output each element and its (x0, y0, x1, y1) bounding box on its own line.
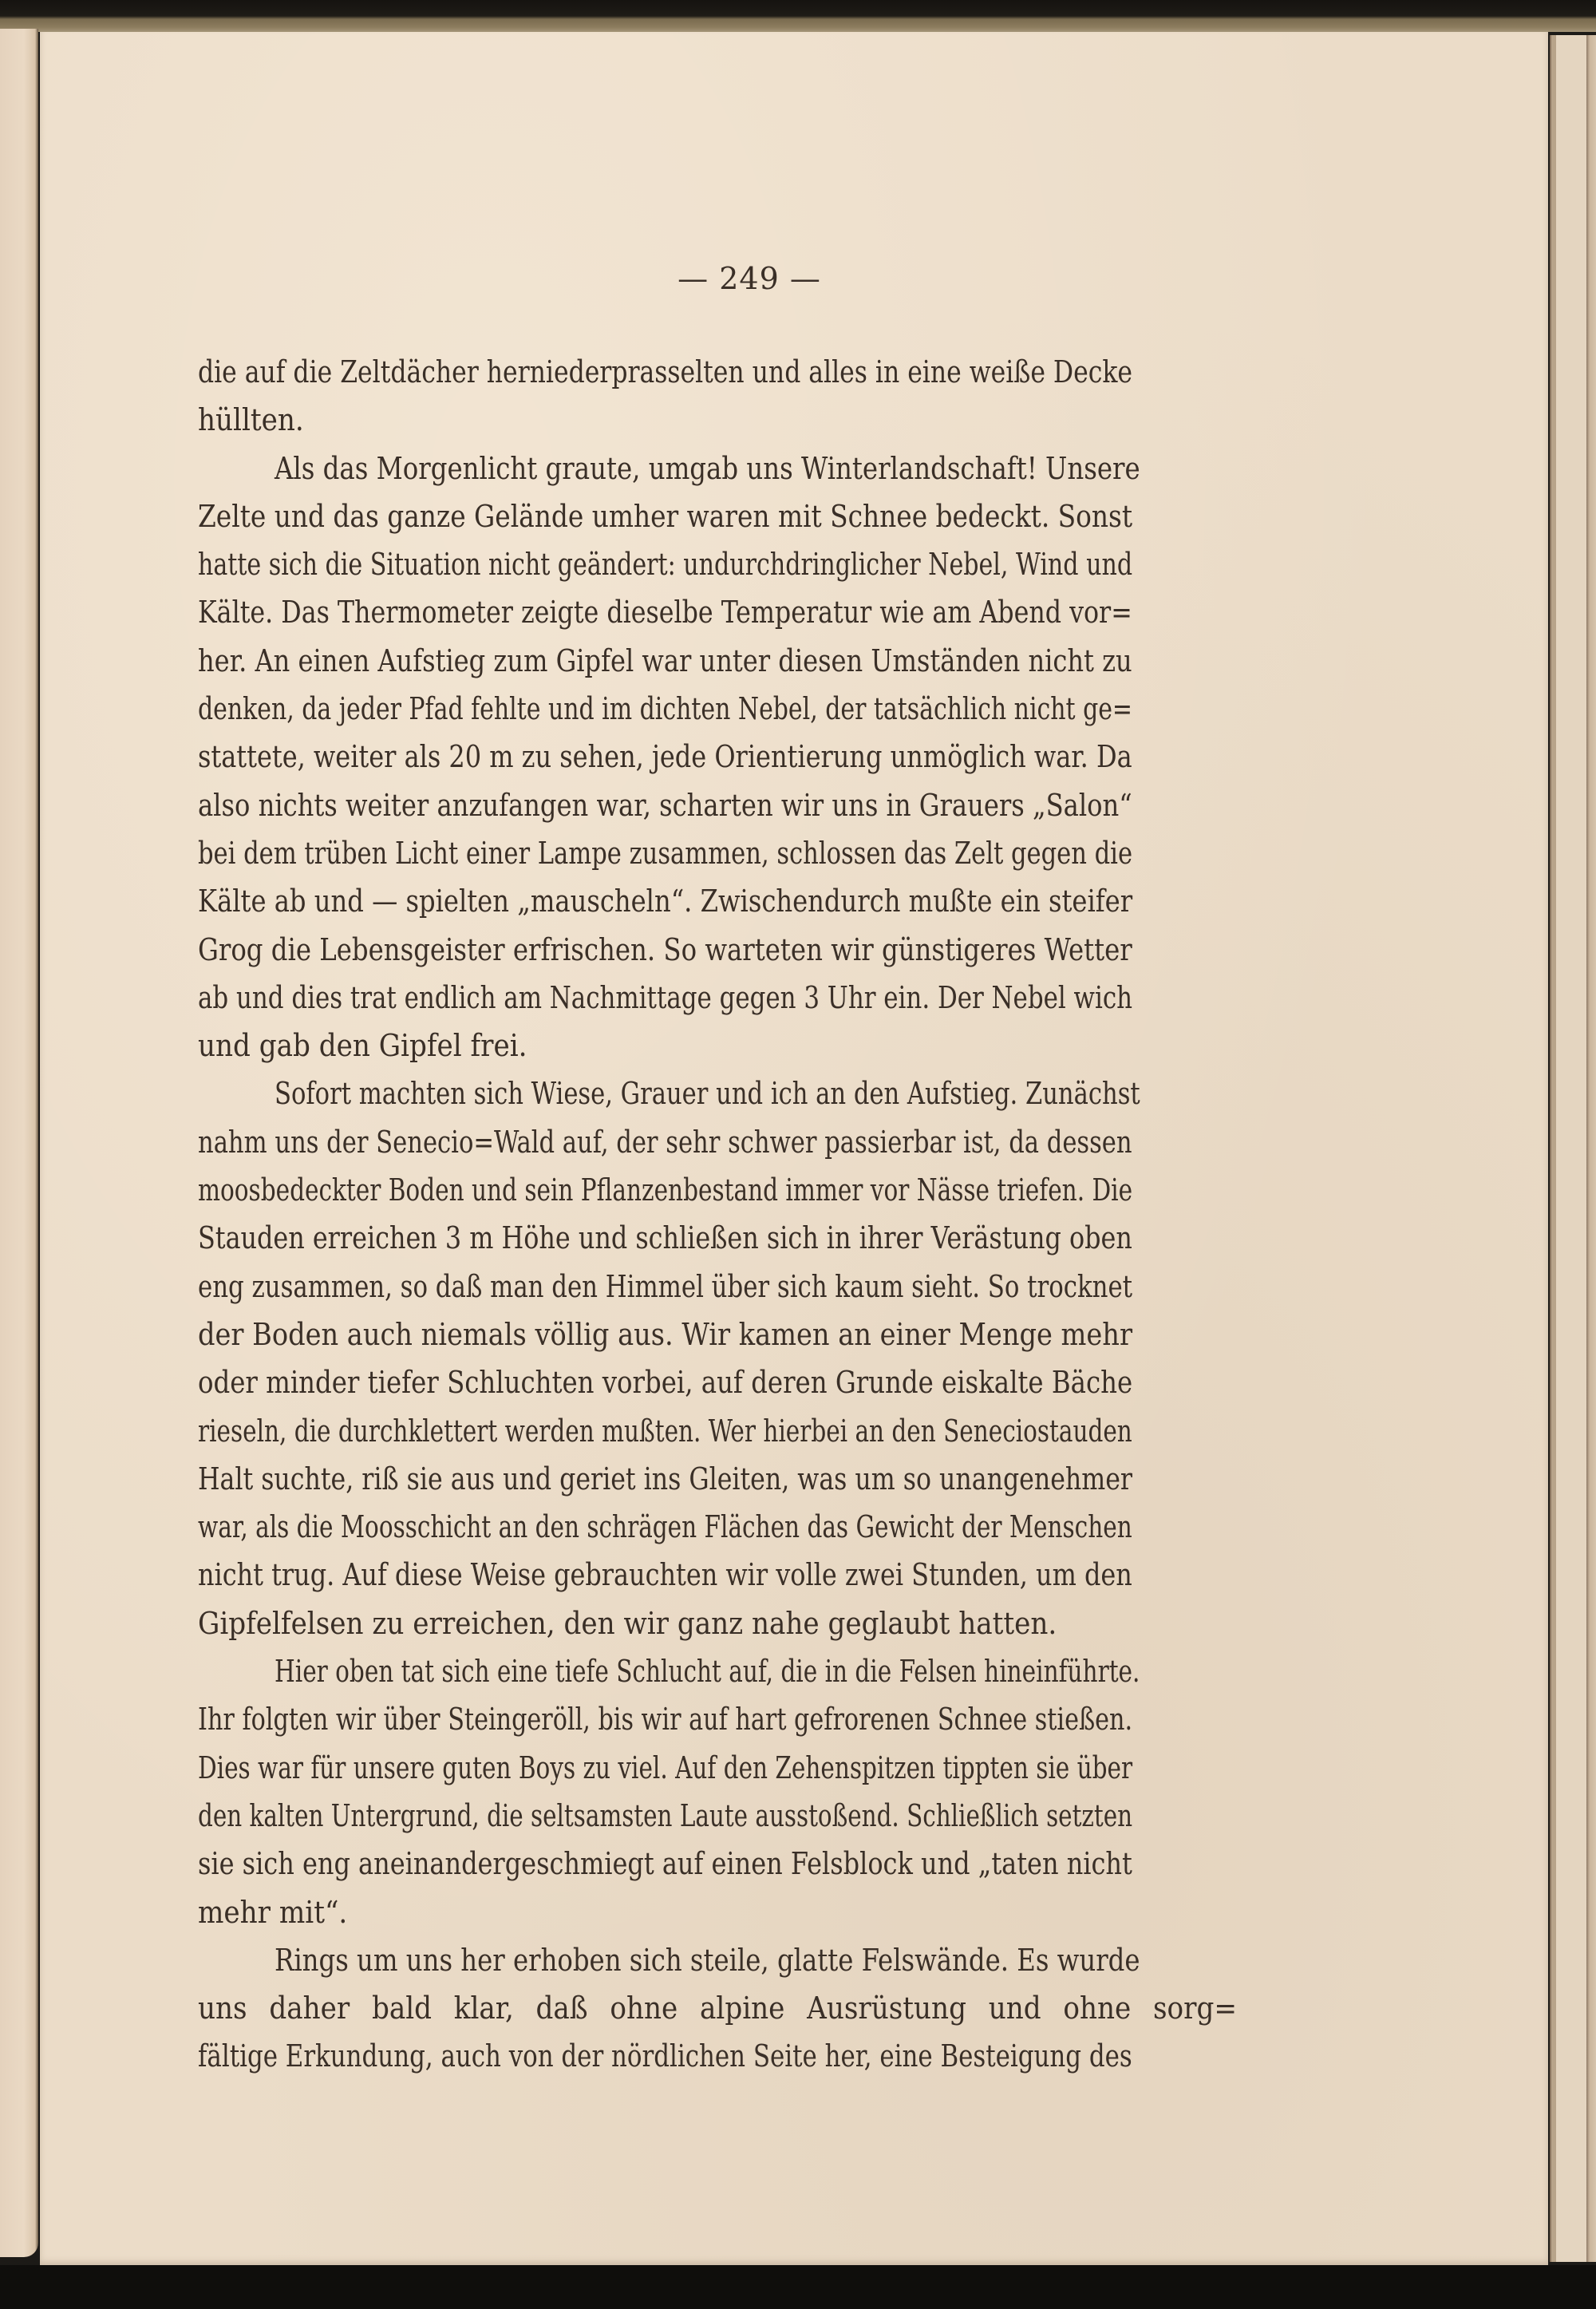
paragraph (198, 1069, 1237, 1647)
text-line: also nichts weiter anzufangen war, scharten wir uns in Grauers „Salon“ (198, 787, 1132, 823)
text-line: Dies war für unsere guten Boys zu viel. Auf den Zehenspitzen tippten sie über (198, 1750, 1133, 1785)
paragraph (198, 445, 1237, 1070)
text-line: oder minder tiefer Schluchten vorbei, auf deren Grunde eiskalte Bäche (198, 1365, 1133, 1401)
paragraph (198, 348, 1237, 445)
paragraph (198, 1936, 1237, 2081)
text-line: Grog die Lebensgeister erfrischen. So warteten wir günstigeres Wetter (198, 931, 1132, 967)
body-text (198, 348, 1237, 2081)
text-line: ab und dies trat endlich am Nachmittage gegen 3 Uhr ein. Der Nebel wich (198, 979, 1133, 1015)
text-line: denken, da jeder Pfad fehlte und im dichten Nebel, der tatsächlich nicht ge= (198, 691, 1133, 727)
text-line: uns daher bald klar, daß ohne alpine Ausrüstung und ohne sorg= (198, 1991, 1237, 2026)
book-top-edge (0, 0, 1596, 32)
text-line: Kälte ab und — spielten „mauscheln“. Zwischendurch mußte ein steifer (198, 884, 1133, 919)
text-line: hüllten. (198, 402, 304, 438)
scan-background (0, 2265, 1596, 2309)
text-line: nahm uns der Senecio=Wald auf, der sehr schwer passierbar ist, da dessen (198, 1124, 1132, 1160)
text-line: und gab den Gipfel frei. (198, 1028, 527, 1064)
facing-page-edge (0, 29, 38, 2257)
text-line: Sofort machten sich Wiese, Grauer und ich an den Aufstieg. Zunächst (274, 1076, 1140, 1112)
page-stack-edge (1556, 35, 1588, 2262)
text-line: stattete, weiter als 20 m zu sehen, jede Orientierung unmöglich war. Da (198, 739, 1132, 775)
text-line: rieseln, die durchklettert werden mußten. Wer hierbei an den Seneciostauden (198, 1413, 1132, 1449)
text-line: Hier oben tat sich eine tiefe Schlucht auf, die in die Felsen hineinführte. (274, 1654, 1140, 1690)
text-line: Rings um uns her erhoben sich steile, glatte Felswände. Es wurde (274, 1942, 1140, 1978)
text-line: sie sich eng aneinandergeschmiegt auf einen Felsblock und „taten nicht (198, 1846, 1132, 1882)
text-line: Stauden erreichen 3 m Höhe und schließen sich in ihrer Verästung oben (198, 1220, 1132, 1256)
text-line: her. An einen Aufstieg zum Gipfel war unter diesen Umständen nicht zu (198, 642, 1132, 678)
text-line: fältige Erkundung, auch von der nördlichen Seite her, eine Besteigung des (198, 2038, 1132, 2074)
text-line: Halt suchte, riß sie aus und geriet ins Gleiten, was um so unangenehmer (198, 1461, 1133, 1497)
paragraph (198, 1647, 1237, 1936)
text-line: Zelte und das ganze Gelände umher waren mit Schnee bedeckt. Sonst (198, 498, 1133, 534)
page-stack-edge (1550, 35, 1556, 2262)
text-line: hatte sich die Situation nicht geändert: undurchdringlicher Nebel, Wind und (198, 547, 1133, 583)
text-line: Als das Morgenlicht graute, umgab uns Winterlandschaft! Unsere (274, 450, 1140, 486)
text-line: Gipfelfelsen zu erreichen, den wir ganz nahe geglaubt hatten. (198, 1605, 1057, 1641)
text-line: Ihr folgten wir über Steingeröll, bis wir auf hart gefrorenen Schnee stießen. (198, 1702, 1133, 1738)
text-line: der Boden auch niemals völlig aus. Wir kamen an einer Menge mehr (198, 1316, 1133, 1352)
text-line: die auf die Zeltdächer herniederprasselten und alles in eine weiße Decke (198, 354, 1133, 389)
book-cover-edge (1586, 35, 1596, 2262)
page-text-block (198, 254, 1237, 2081)
text-line: moosbedeckter Boden und sein Pflanzenbestand immer vor Nässe triefen. Die (198, 1172, 1133, 1208)
text-line: Kälte. Das Thermometer zeigte dieselbe Temperatur wie am Abend vor= (198, 595, 1132, 631)
text-line: mehr mit“. (198, 1894, 348, 1930)
text-line: war, als die Moosschicht an den schrägen Flächen das Gewicht der Menschen (198, 1509, 1132, 1545)
text-line: eng zusammen, so daß man den Himmel über sich kaum sieht. So trocknet (198, 1268, 1133, 1304)
page-number: — 249 — (678, 261, 821, 296)
text-line: bei dem trüben Licht einer Lampe zusammen, schlossen das Zelt gegen die (198, 835, 1133, 871)
text-line: den kalten Untergrund, die seltsamsten Laute ausstoßend. Schließlich setzten (198, 1797, 1133, 1833)
text-line: nicht trug. Auf diese Weise gebrauchten wir volle zwei Stunden, um den (198, 1557, 1132, 1593)
header-gap (198, 303, 1237, 348)
